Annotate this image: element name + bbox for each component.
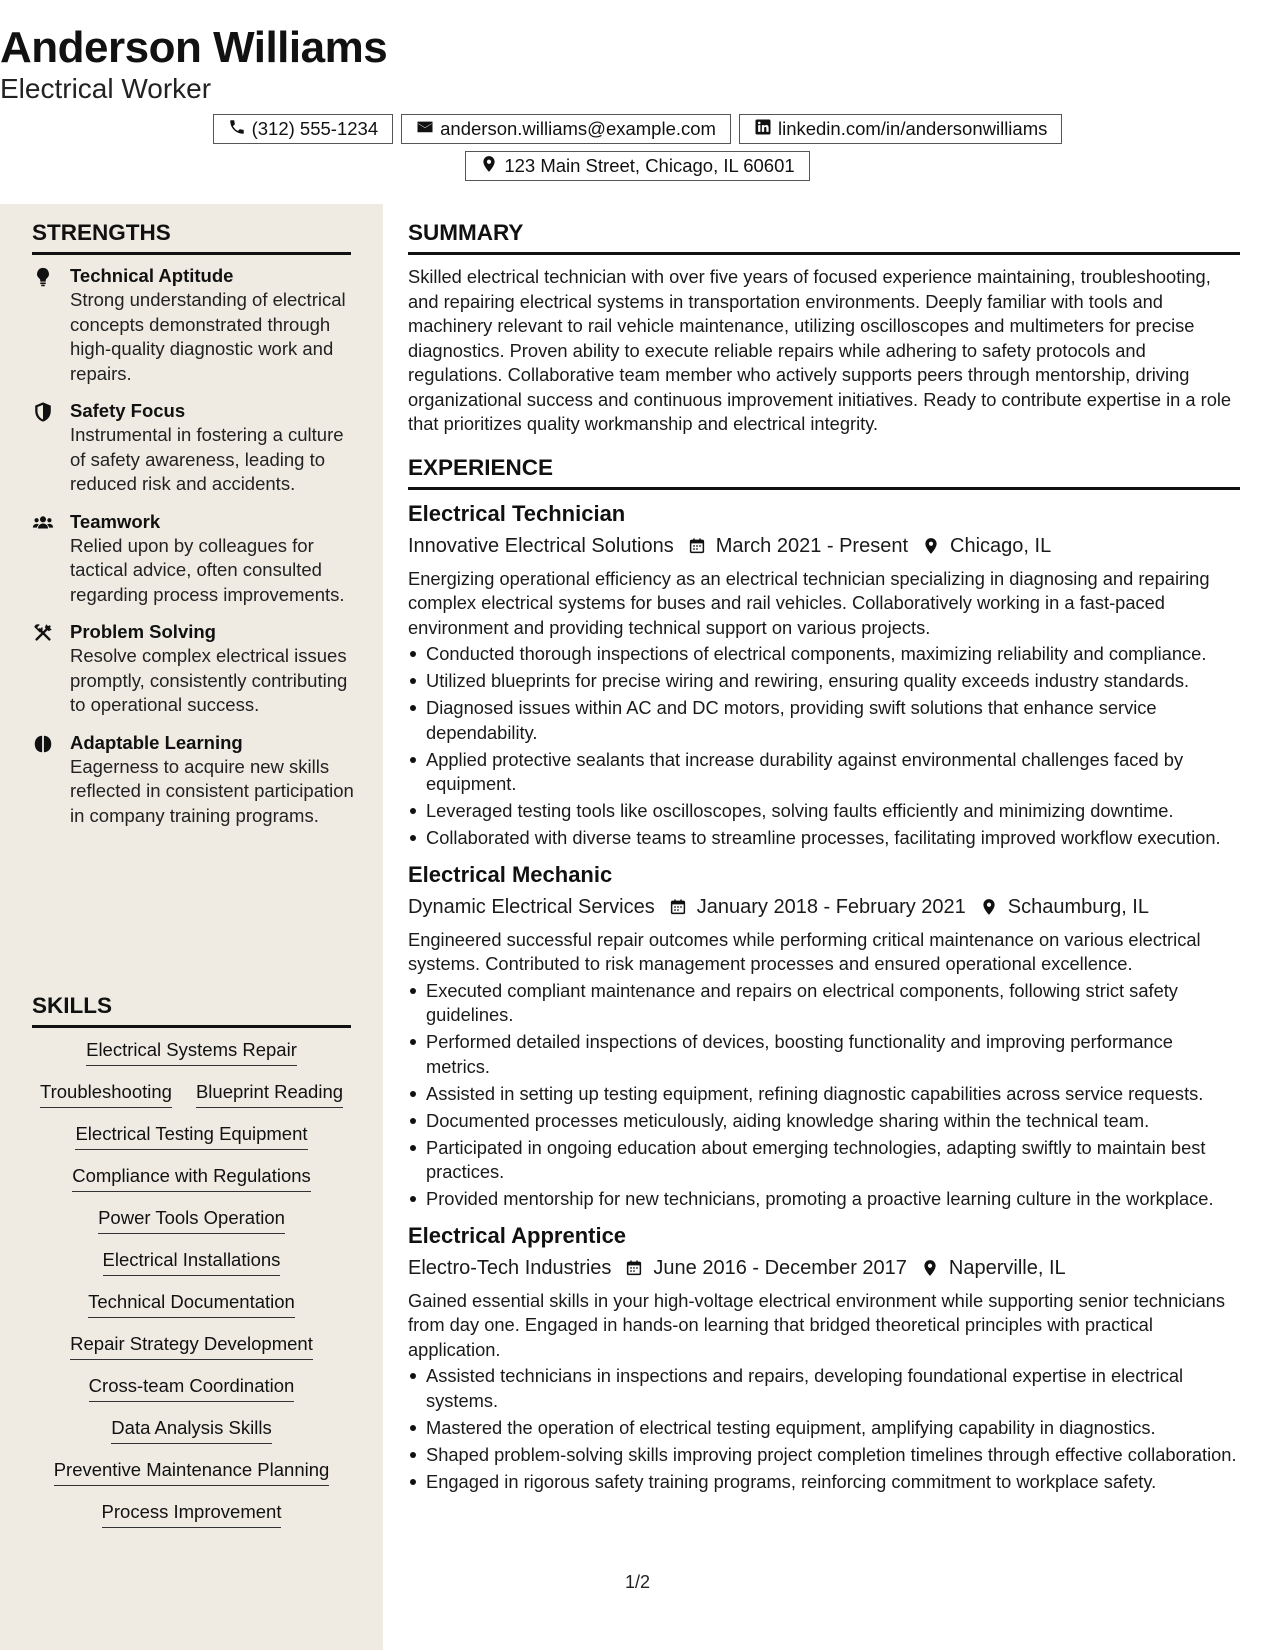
tools-icon: [32, 620, 70, 718]
phone-chip[interactable]: [213, 114, 394, 144]
strengths-list: [32, 264, 357, 841]
list-item: Executed compliant maintenance and repairs on electrical components, following strict safety guidelines.: [408, 979, 1240, 1028]
list-item: Assisted in setting up testing equipment, refining diagnostic capabilities across service requests.: [408, 1082, 1240, 1107]
list-item: Applied protective sealants that increase durability against environmental challenges faced by equipment.: [408, 748, 1240, 797]
company-name: Innovative Electrical Solutions: [408, 534, 674, 557]
map-pin-icon: [922, 536, 940, 556]
lightbulb-icon: [32, 264, 70, 386]
skill-tag: Power Tools Operation: [98, 1206, 285, 1234]
strength-title: Technical Aptitude: [70, 265, 234, 286]
job-dates: March 2021 - Present: [715, 534, 909, 557]
job-description: Gained essential skills in your high-voltage electrical environment while supporting senior technicians from day one. Engaged in hands-on learning that bridged theoretical principles with practical application.: [408, 1289, 1225, 1360]
strength-title: Safety Focus: [70, 400, 186, 421]
skill-tag: Compliance with Regulations: [72, 1164, 311, 1192]
job-title: Electrical Mechanic: [408, 861, 613, 887]
skill-tag: Repair Strategy Development: [70, 1332, 313, 1360]
skill-tag: Cross-team Coordination: [89, 1374, 295, 1402]
list-item: Performed detailed inspections of devices, boosting functionality and improving performance metrics.: [408, 1030, 1240, 1079]
users-icon: [32, 510, 70, 608]
list-item: Utilized blueprints for precise wiring and rewiring, ensuring quality exceeds industry standards.: [408, 669, 1240, 694]
skill-tag: Blueprint Reading: [196, 1080, 343, 1108]
list-item: Assisted technicians in inspections and repairs, developing foundational expertise in electrical systems.: [408, 1364, 1240, 1413]
strengths-heading: STRENGTHS: [32, 218, 351, 255]
map-pin-icon: [480, 155, 498, 178]
summary-heading: SUMMARY: [408, 218, 1240, 255]
job-location: Chicago, IL: [950, 534, 1052, 557]
strength-desc: Relied upon by colleagues for tactical advice, often consulted regarding process improvements.: [70, 534, 345, 605]
list-item: Leveraged testing tools like oscilloscopes, solving faults efficiently and minimizing downtime.: [408, 799, 1240, 824]
job-meta: [408, 892, 1240, 922]
calendar-icon: [688, 536, 706, 556]
job-location: Naperville, IL: [948, 1256, 1066, 1279]
calendar-icon: [625, 1258, 643, 1278]
list-item: Collaborated with diverse teams to streamline processes, facilitating improved workflow execution.: [408, 826, 1240, 851]
skill-tag: Troubleshooting: [40, 1080, 172, 1108]
strength-item: [32, 399, 357, 497]
strength-item: [32, 264, 357, 386]
strength-desc: Instrumental in fostering a culture of safety awareness, leading to reduced risk and accidents.: [70, 424, 344, 494]
skill-tag: Preventive Maintenance Planning: [54, 1458, 330, 1486]
contact-row-2: [0, 151, 1275, 181]
job-entry: [408, 1222, 1240, 1495]
job-description: Energizing operational efficiency as an electrical technician specializing in diagnosing and repairing complex electrical systems for buses and rail vehicles. Collaboratively working in a fast-paced environment and providing technical support on various projects.: [408, 567, 1210, 638]
skill-tag: Process Improvement: [102, 1500, 282, 1528]
strength-title: Adaptable Learning: [70, 731, 243, 753]
job-entry: [408, 500, 1240, 851]
main-column: [408, 204, 1240, 1497]
candidate-title: Electrical Worker: [0, 73, 212, 104]
job-meta: [408, 1253, 1240, 1283]
list-item: Shaped problem-solving skills improving project completion timelines through effective collaboration.: [408, 1443, 1240, 1468]
job-dates: January 2018 - February 2021: [696, 895, 966, 918]
job-dates: June 2016 - December 2017: [653, 1256, 907, 1279]
brain-icon: [32, 731, 70, 829]
job-description: Engineered successful repair outcomes while performing critical maintenance on various electrical systems. Contributed to risk management processes and ensured operational excellence.: [408, 928, 1201, 974]
strength-item: [32, 731, 357, 829]
strength-desc: Strong understanding of electrical concepts demonstrated through high-quality diagnostic work and repairs.: [70, 289, 346, 384]
page-number: 1/2: [624, 1572, 651, 1592]
skill-tag: Electrical Systems Repair: [86, 1038, 297, 1066]
strength-item: [32, 620, 357, 718]
job-title: Electrical Apprentice: [408, 1222, 627, 1248]
email-chip[interactable]: [401, 114, 731, 144]
map-pin-icon: [921, 1258, 939, 1278]
job-entry: [408, 861, 1240, 1212]
company-name: Electro-Tech Industries: [408, 1256, 612, 1279]
list-item: Documented processes meticulously, aiding knowledge sharing within the technical team.: [408, 1109, 1240, 1134]
skill-tag: Technical Documentation: [88, 1290, 295, 1318]
candidate-name: Anderson Williams: [0, 23, 388, 72]
list-item: Participated in ongoing education about emerging technologies, adapting swiftly to maintain best practices.: [408, 1136, 1240, 1185]
envelope-icon: [416, 118, 434, 141]
skill-tag: Data Analysis Skills: [111, 1416, 271, 1444]
job-bullets: [408, 642, 1240, 851]
email-text: anderson.williams@example.com: [440, 118, 716, 139]
linkedin-chip[interactable]: [739, 114, 1062, 144]
address-text: 123 Main Street, Chicago, IL 60601: [504, 155, 795, 176]
shield-icon: [32, 399, 70, 497]
list-item: Mastered the operation of electrical testing equipment, amplifying capability in diagnostics.: [408, 1416, 1240, 1441]
strength-desc: Eagerness to acquire new skills reflected in consistent participation in company training programs.: [70, 755, 354, 826]
linkedin-text: linkedin.com/in/andersonwilliams: [777, 118, 1048, 139]
skill-tag: Electrical Testing Equipment: [75, 1122, 307, 1150]
company-name: Dynamic Electrical Services: [408, 895, 655, 918]
skills-heading: SKILLS: [32, 991, 351, 1028]
address-chip: [465, 151, 809, 181]
strength-item: [32, 510, 357, 608]
job-bullets: [408, 979, 1240, 1212]
summary-text: Skilled electrical technician with over five years of focused experience maintaining, troubleshooting, and repairing electrical systems in transportation environments. Deeply familiar with tools and machinery relevant to rail vehicle maintenance, utilizing oscilloscopes and multimeters for precise diagnostics. Proven ability to execute reliable repairs while adhering to safety protocols and regulations. Collaborative team member who actively supports peers through mentorship, driving organizational success and continuous improvement initiatives. Ready to contribute expertise in a role that prioritizes quality workmanship and electrical integrity.: [408, 266, 1232, 434]
map-pin-icon: [980, 897, 998, 917]
list-item: Provided mentorship for new technicians, promoting a proactive learning culture in the workplace.: [408, 1187, 1240, 1212]
job-bullets: [408, 1364, 1240, 1494]
experience-heading: EXPERIENCE: [408, 453, 1240, 490]
list-item: Engaged in rigorous safety training programs, reinforcing commitment to workplace safety.: [408, 1470, 1240, 1495]
linkedin-icon: [754, 118, 772, 141]
strength-title: Teamwork: [70, 510, 161, 532]
list-item: Diagnosed issues within AC and DC motors, providing swift solutions that enhance service dependability.: [408, 696, 1240, 745]
calendar-icon: [669, 897, 687, 917]
list-item: Conducted thorough inspections of electrical components, maximizing reliability and compliance.: [408, 642, 1240, 667]
contact-row: [0, 114, 1275, 144]
skill-tag: Electrical Installations: [103, 1248, 281, 1276]
strength-title: Problem Solving: [70, 621, 216, 642]
phone-icon: [228, 118, 246, 141]
strength-desc: Resolve complex electrical issues promptly, consistently contributing to operational success.: [70, 645, 348, 715]
skills-list: [32, 1038, 351, 1528]
job-meta: [408, 531, 1240, 561]
job-title: Electrical Technician: [408, 500, 626, 526]
phone-text: (312) 555-1234: [251, 118, 379, 139]
job-location: Schaumburg, IL: [1007, 895, 1149, 918]
